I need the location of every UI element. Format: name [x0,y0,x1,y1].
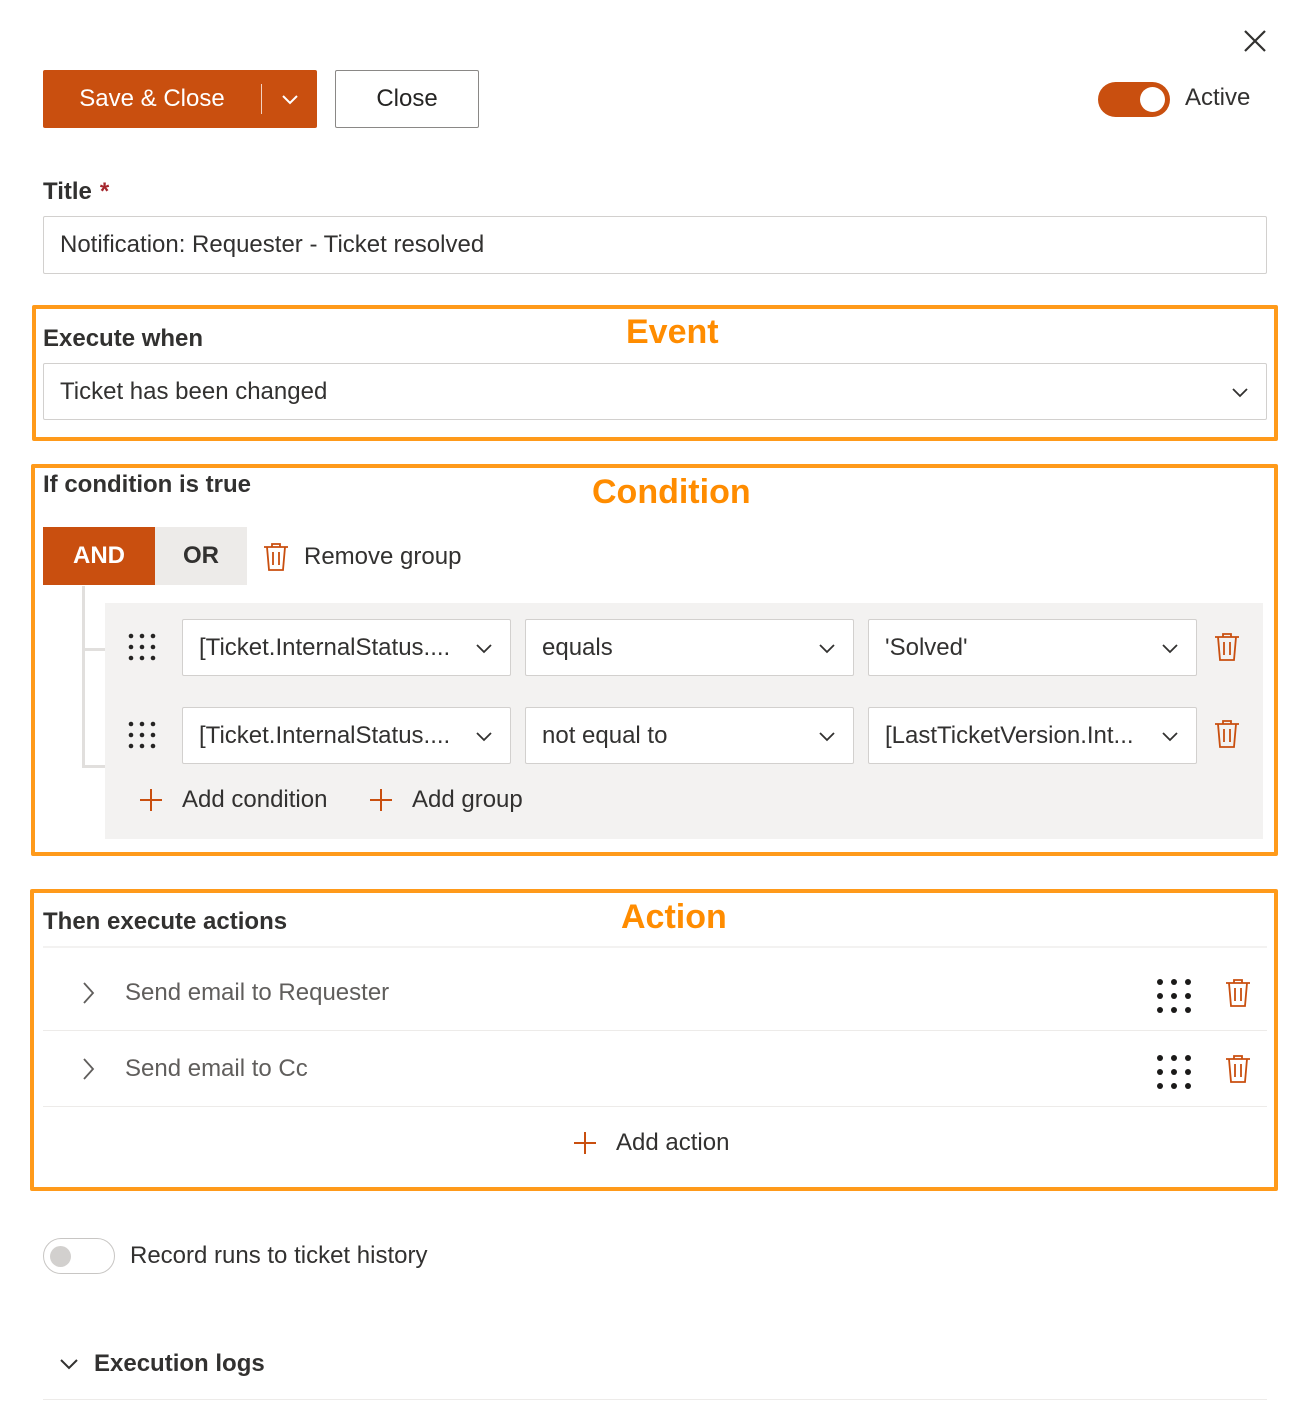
condition-value-dropdown[interactable] [868,619,1197,676]
chevron-right-icon[interactable] [79,979,99,1007]
remove-group-button[interactable] [262,540,461,574]
title-label-text: Title [43,178,92,205]
condition-value-value: 'Solved' [885,633,968,661]
save-close-split-button [43,70,317,128]
trash-icon [262,541,290,573]
drag-grip-icon [127,720,157,750]
condition-operator-dropdown[interactable] [525,619,854,676]
action-item-label: Send email to Cc [125,1054,308,1082]
and-toggle-button[interactable]: AND [43,527,155,585]
execute-when-dropdown[interactable] [43,363,1267,420]
close-button[interactable]: Close [335,70,479,128]
condition-field-dropdown[interactable] [182,707,511,764]
record-runs-label: Record runs to ticket history [130,1242,428,1269]
condition-row-drag-handle[interactable] [127,720,157,750]
execute-when-label: Execute when [43,325,204,352]
add-action-label: Add action [616,1129,730,1156]
plus-icon [138,787,164,813]
active-toggle[interactable] [1098,82,1170,117]
record-runs-toggle[interactable] [43,1238,115,1274]
delete-action-button[interactable] [1223,977,1253,1009]
event-annotation-title: Event [626,313,719,351]
chevron-right-icon[interactable] [79,1055,99,1083]
drag-grip-icon [1156,978,1192,1014]
action-annotation-title: Action [621,898,727,936]
chevron-down-icon [58,1356,80,1372]
chevron-down-icon [474,729,494,743]
chevron-down-icon [1230,385,1250,399]
close-dialog-button[interactable] [1240,26,1270,56]
condition-operator-value: equals [542,633,613,661]
active-label: Active [1185,84,1251,111]
save-close-button[interactable]: Save & Close [79,85,225,112]
chevron-down-icon [817,641,837,655]
if-condition-label: If condition is true [43,471,251,498]
add-condition-label: Add condition [182,786,328,813]
chevron-down-icon [1160,729,1180,743]
action-item-label: Send email to Requester [125,978,390,1006]
condition-field-dropdown[interactable] [182,619,511,676]
plus-icon [572,1130,598,1156]
delete-condition-button[interactable] [1212,631,1242,663]
trash-icon [1212,631,1242,663]
plus-icon [368,787,394,813]
delete-condition-button[interactable] [1212,718,1242,750]
required-mark: * [99,178,110,205]
condition-operator-dropdown[interactable] [525,707,854,764]
action-drag-handle[interactable] [1156,1054,1186,1084]
chevron-down-icon [280,92,300,106]
trash-icon [1212,718,1242,750]
action-item[interactable] [43,1031,1267,1107]
remove-group-label: Remove group [304,543,462,570]
condition-value-value: [LastTicketVersion.Int... [885,721,1134,749]
drag-grip-icon [1156,1054,1192,1090]
condition-annotation-title: Condition [592,473,751,511]
condition-row-drag-handle[interactable] [127,632,157,662]
condition-operator-value: not equal to [542,721,668,749]
add-action-button[interactable] [572,1129,729,1157]
add-group-button[interactable] [368,786,523,814]
title-input-value: Notification: Requester - Ticket resolved [60,231,485,258]
trash-icon [1223,977,1253,1009]
toggle-knob [1140,87,1165,112]
trash-icon [1223,1053,1253,1085]
save-options-dropdown-button[interactable] [262,70,317,128]
action-list-divider [43,946,1267,948]
then-execute-label: Then execute actions [43,908,288,935]
chevron-down-icon [1160,641,1180,655]
drag-grip-icon [127,632,157,662]
title-input[interactable] [43,216,1267,274]
add-group-label: Add group [412,786,523,813]
execute-when-value: Ticket has been changed [60,377,328,405]
chevron-down-icon [817,729,837,743]
title-label [43,178,109,206]
execution-logs-label: Execution logs [94,1350,265,1377]
chevron-down-icon [474,641,494,655]
action-item[interactable] [43,955,1267,1031]
section-divider [43,1399,1267,1400]
or-toggle-button[interactable]: OR [155,527,247,585]
toggle-knob [50,1246,71,1267]
close-icon [1240,26,1270,56]
add-condition-button[interactable] [138,786,327,814]
action-drag-handle[interactable] [1156,978,1186,1008]
condition-field-value: [Ticket.InternalStatus.... [199,633,451,661]
execution-logs-expander[interactable] [58,1350,265,1378]
condition-field-value: [Ticket.InternalStatus.... [199,721,451,749]
condition-value-dropdown[interactable] [868,707,1197,764]
delete-action-button[interactable] [1223,1053,1253,1085]
